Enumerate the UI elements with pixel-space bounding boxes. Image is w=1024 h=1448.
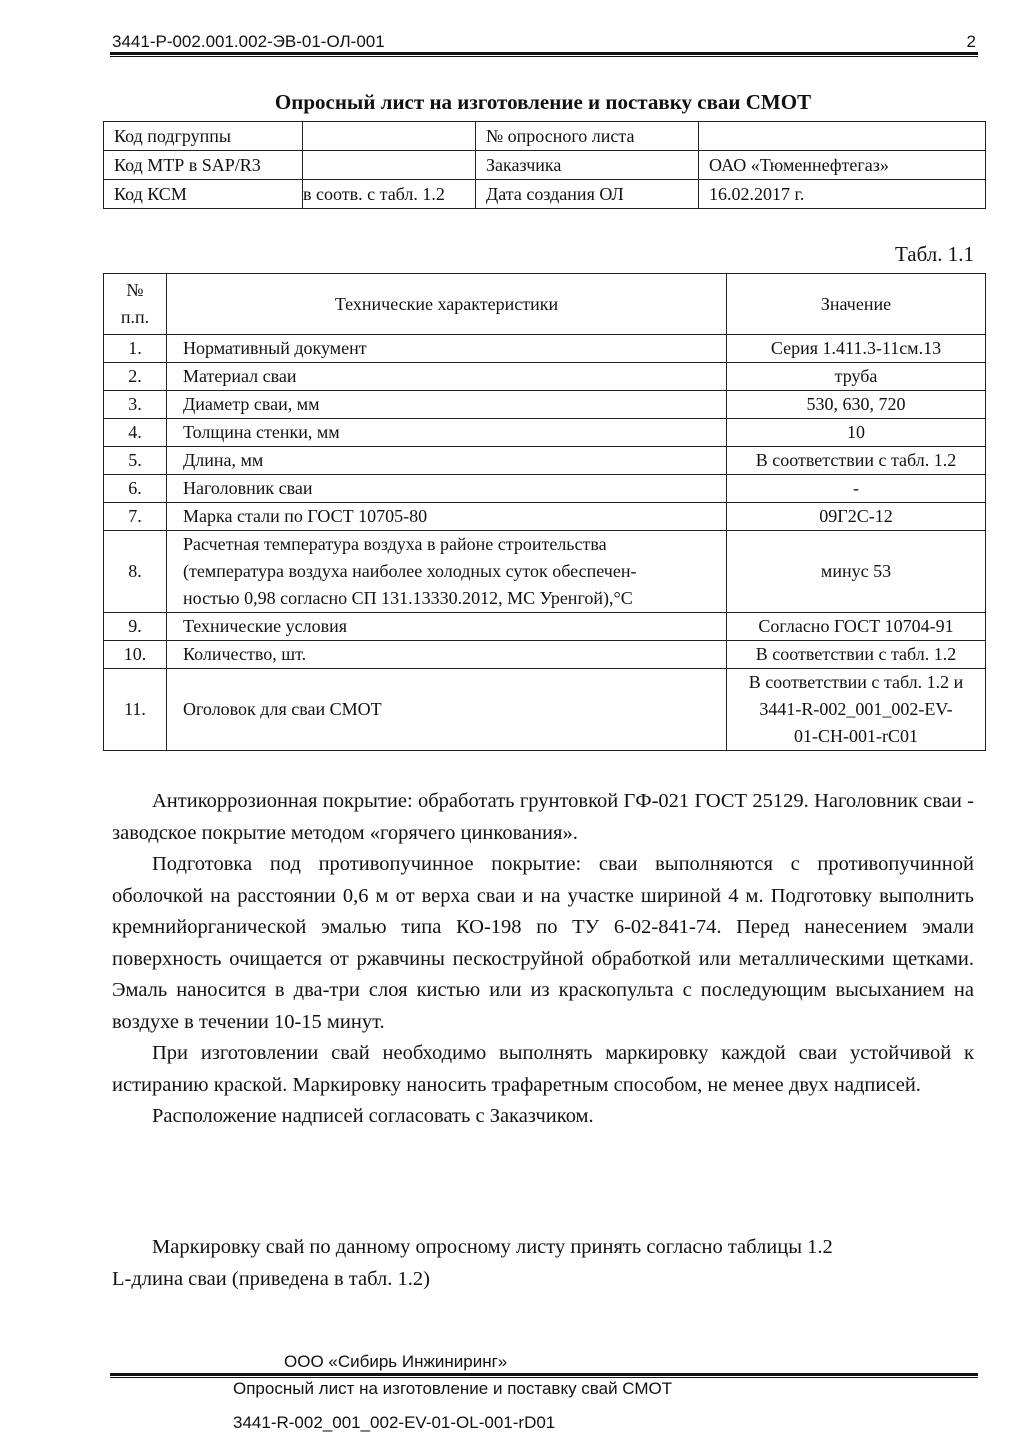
paragraph-length-note: L-длина сваи (приведена в табл. 1.2) bbox=[112, 1267, 430, 1290]
spec-table bbox=[103, 273, 986, 751]
table-cell bbox=[303, 151, 476, 180]
table-cell: в соотв. с табл. 1.2 bbox=[303, 180, 476, 209]
row-num: 6. bbox=[104, 475, 167, 503]
table-row bbox=[104, 335, 986, 363]
header-num-line: № bbox=[126, 280, 144, 300]
row-value-line: 3441-R-002_001_002-EV- bbox=[759, 699, 953, 719]
row-name-line: (температура воздуха наиболее холодных суток обеспечен- bbox=[183, 561, 637, 581]
table-row bbox=[104, 122, 986, 151]
header-num bbox=[104, 274, 167, 335]
table-cell: Дата создания ОЛ bbox=[476, 180, 699, 209]
row-name: Диаметр сваи, мм bbox=[167, 391, 727, 419]
table-row bbox=[104, 503, 986, 531]
paragraph-marking-table: Маркировку свай по данному опросному листу принять согласно таблицы 1.2 bbox=[152, 1236, 833, 1258]
row-name-line: Расчетная температура воздуха в районе строительства bbox=[183, 534, 607, 554]
paragraph-anticorrosion: Антикоррозионная покрытие: обработать грунтовкой ГФ-021 ГОСТ 25129. Наголовник сваи - заводское покрытие методом «горячего цинкования». bbox=[112, 790, 974, 844]
row-name: Количество, шт. bbox=[167, 641, 727, 669]
row-value: 530, 630, 720 bbox=[727, 391, 986, 419]
table-cell: Код подгруппы bbox=[104, 122, 303, 151]
header-characteristic: Технические характеристики bbox=[167, 274, 727, 335]
table-cell: № опросного листа bbox=[476, 122, 699, 151]
table-cell: Код КСМ bbox=[104, 180, 303, 209]
row-num: 4. bbox=[104, 419, 167, 447]
table-row bbox=[104, 391, 986, 419]
row-name: Длина, мм bbox=[167, 447, 727, 475]
row-num: 11. bbox=[104, 669, 167, 751]
table-row bbox=[104, 447, 986, 475]
footer-rule bbox=[110, 1373, 978, 1378]
table-cell bbox=[303, 122, 476, 151]
paragraph-marking: При изготовлении свай необходимо выполнять маркировку каждой сваи устойчивой к истиранию краской. Маркировку наносить трафаретным способом, не менее двух надписей. bbox=[112, 1042, 974, 1096]
table-row bbox=[104, 669, 986, 751]
footer-organization: ООО «Сибирь Инжиниринг» bbox=[284, 1352, 508, 1371]
table-header-row bbox=[104, 274, 986, 335]
table-cell bbox=[699, 122, 986, 151]
header-rule bbox=[110, 52, 978, 57]
row-value: В соответствии с табл. 1.2 bbox=[727, 641, 986, 669]
page-number: 2 bbox=[966, 32, 976, 51]
row-num: 8. bbox=[104, 531, 167, 613]
table-row bbox=[104, 419, 986, 447]
row-value: Серия 1.411.3-11см.13 bbox=[727, 335, 986, 363]
header-num-line: п.п. bbox=[120, 307, 150, 327]
meta-table bbox=[103, 121, 986, 209]
row-value: В соответствии с табл. 1.2 bbox=[727, 447, 986, 475]
row-value-line: 01-CH-001-rC01 bbox=[794, 726, 918, 746]
document-title: Опросный лист на изготовление и поставку сваи СМОТ bbox=[274, 90, 812, 114]
paragraph-antiheave: Подготовка под противопучинное покрытие: сваи выполняются с противопучинной оболочкой на расстоянии 0,6 м от верха сваи и на участке шириной 4 м. Подготовку выполнить кремнийорганической эмалью типа КО-198 по ТУ 6-02-841-74. Перед нанесением эмали поверхность очищается от ржавчины пескоструйной обработкой или металлическими щетками. Эмаль наносится в два-три слоя кистью или из краскопульта с последующим высыханием на воздухе в течении 10-15 минут. bbox=[112, 853, 974, 1033]
footer-doc-code: 3441-R-002_001_002-EV-01-OL-001-rD01 bbox=[233, 1413, 556, 1432]
paragraph-placement: Расположение надписей согласовать с Заказчиком. bbox=[152, 1105, 594, 1127]
table-row bbox=[104, 180, 986, 209]
row-name-line: ностью 0,98 согласно СП 131.13330.2012, МС Уренгой),°С bbox=[183, 588, 633, 608]
row-name: Материал сваи bbox=[167, 363, 727, 391]
row-num: 9. bbox=[104, 613, 167, 641]
row-value-line: В соответствии с табл. 1.2 и bbox=[748, 672, 964, 692]
row-value: труба bbox=[727, 363, 986, 391]
row-name: Нормативный документ bbox=[167, 335, 727, 363]
table-row bbox=[104, 363, 986, 391]
table-row bbox=[104, 531, 986, 613]
row-name: Марка стали по ГОСТ 10705-80 bbox=[167, 503, 727, 531]
body-text-marking bbox=[112, 1232, 974, 1295]
row-value: 10 bbox=[727, 419, 986, 447]
table-cell: Заказчика bbox=[476, 151, 699, 180]
row-num: 2. bbox=[104, 363, 167, 391]
table-label: Табл. 1.1 bbox=[894, 242, 974, 266]
header-doc-code: 3441-Р-002.001.002-ЭВ-01-ОЛ-001 bbox=[112, 32, 385, 51]
row-name bbox=[167, 531, 727, 613]
body-text bbox=[112, 786, 974, 1133]
row-num: 7. bbox=[104, 503, 167, 531]
row-num: 3. bbox=[104, 391, 167, 419]
row-name: Толщина стенки, мм bbox=[167, 419, 727, 447]
row-value: - bbox=[727, 475, 986, 503]
header-value: Значение bbox=[727, 274, 986, 335]
row-name: Оголовок для сваи СМОТ bbox=[167, 669, 727, 751]
row-value: Согласно ГОСТ 10704-91 bbox=[727, 613, 986, 641]
footer-title: Опросный лист на изготовление и поставку свай СМОТ bbox=[233, 1379, 673, 1398]
table-cell: Код МТР в SAP/R3 bbox=[104, 151, 303, 180]
row-num: 5. bbox=[104, 447, 167, 475]
table-cell: ОАО «Тюменнефтегаз» bbox=[699, 151, 986, 180]
table-row bbox=[104, 151, 986, 180]
row-value bbox=[727, 669, 986, 751]
row-value: минус 53 bbox=[727, 531, 986, 613]
row-num: 1. bbox=[104, 335, 167, 363]
table-cell: 16.02.2017 г. bbox=[699, 180, 986, 209]
row-value: 09Г2С-12 bbox=[727, 503, 986, 531]
table-row bbox=[104, 641, 986, 669]
row-name: Наголовник сваи bbox=[167, 475, 727, 503]
row-name: Технические условия bbox=[167, 613, 727, 641]
row-num: 10. bbox=[104, 641, 167, 669]
table-row bbox=[104, 475, 986, 503]
table-row bbox=[104, 613, 986, 641]
